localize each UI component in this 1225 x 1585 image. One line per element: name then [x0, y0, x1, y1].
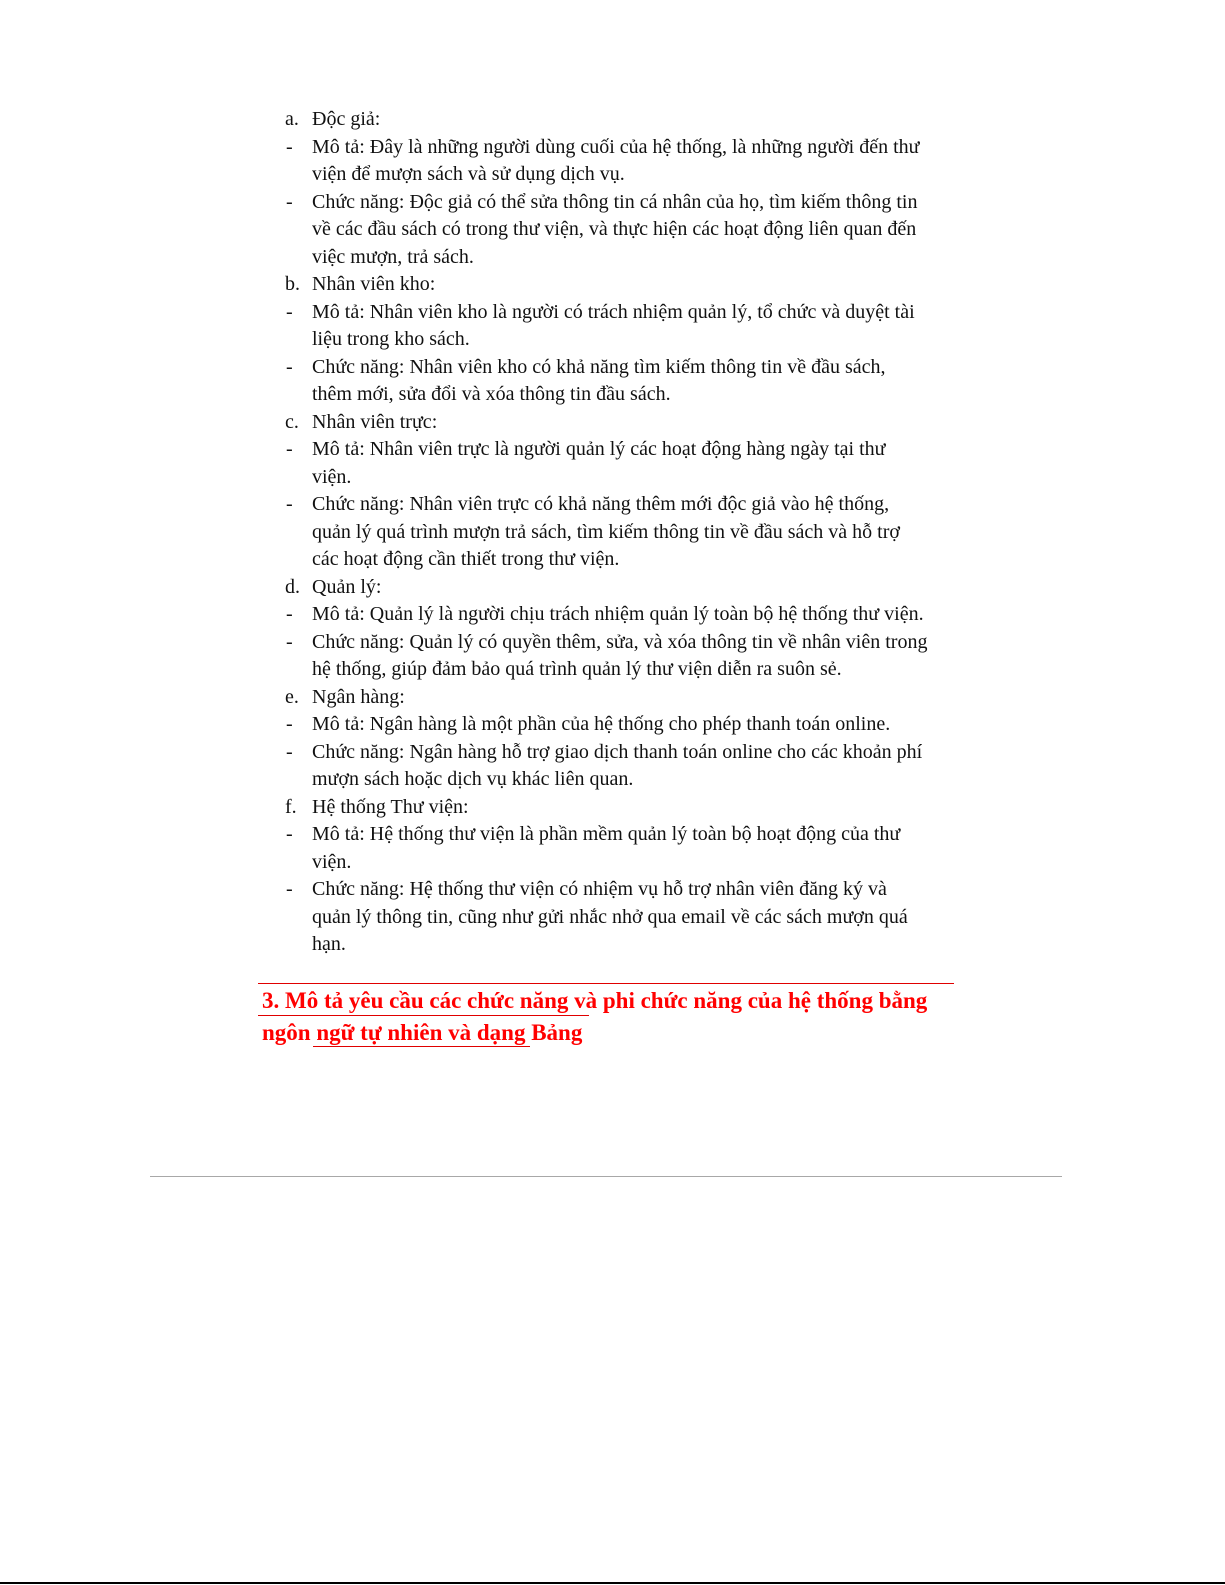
bullet-text-line: Mô tả: Ngân hàng là một phần của hệ thống cho phép thanh toán online.: [312, 713, 891, 735]
bullet-text-line: Mô tả: Nhân viên trực là người quản lý các hoạt động hàng ngày tại thư: [312, 438, 886, 460]
bullet-dash: -: [286, 823, 293, 845]
heading-underline-2: [313, 1046, 530, 1047]
bullet-text-line: liệu trong kho sách.: [312, 328, 470, 350]
bullet-dash: -: [286, 740, 293, 763]
section-heading-line-2: ngôn ngữ tự nhiên và dạng Bảng: [262, 1020, 583, 1045]
bullet-dash: -: [286, 135, 293, 158]
bullet-text-line: Chức năng: Hệ thống thư viện có nhiệm vụ hỗ trợ nhân viên đăng ký và: [312, 878, 887, 900]
bullet-dash: -: [286, 300, 293, 323]
section-title: Độc giả:: [312, 108, 381, 130]
section-marker: e.: [285, 685, 299, 708]
bullet-text-line: quản lý thông tin, cũng như gửi nhắc nhở qua email về các sách mượn quá: [312, 905, 908, 928]
bullet-dash: -: [286, 493, 293, 515]
bullet-text-line: Chức năng: Nhân viên trực có khả năng thêm mới độc giả vào hệ thống,: [312, 493, 890, 515]
bullet-text-line: viện để mượn sách và sử dụng dịch vụ.: [312, 163, 625, 185]
section-marker: b.: [285, 273, 300, 295]
bullet-text-line: Mô tả: Đây là những người dùng cuối của hệ thống, là những người đến thư: [312, 135, 920, 158]
bullet-text-line: Chức năng: Độc giả có thể sửa thông tin cá nhân của họ, tìm kiếm thông tin: [312, 190, 918, 213]
bullet-text-line: Chức năng: Nhân viên kho có khả năng tìm kiếm thông tin về đầu sách,: [312, 355, 886, 378]
section-title: Hệ thống Thư viện:: [312, 795, 469, 818]
bullet-text-line: viện.: [312, 850, 352, 873]
bullet-text-line: việc mượn, trả sách.: [312, 245, 474, 268]
bullet-dash: -: [286, 355, 293, 378]
bullet-text-line: Mô tả: Nhân viên kho là người có trách nhiệm quản lý, tổ chức và duyệt tài: [312, 300, 915, 323]
section-marker: d.: [285, 575, 300, 598]
bullet-dash: -: [286, 713, 293, 735]
bullet-text-line: Chức năng: Quản lý có quyền thêm, sửa, và xóa thông tin về nhân viên trong: [312, 630, 928, 653]
bullet-text-line: Mô tả: Quản lý là người chịu trách nhiệm quản lý toàn bộ hệ thống thư viện.: [312, 603, 924, 625]
bullet-text-line: thêm mới, sửa đổi và xóa thông tin đầu sách.: [312, 383, 671, 405]
section-heading-line-1: 3. Mô tả yêu cầu các chức năng và phi chức năng của hệ thống bằng: [262, 988, 928, 1013]
bullet-text-line: Chức năng: Ngân hàng hỗ trợ giao dịch thanh toán online cho các khoản phí: [312, 740, 923, 763]
section-title: Quản lý:: [312, 575, 382, 598]
bullet-text-line: quản lý quá trình mượn trả sách, tìm kiếm thông tin về đầu sách và hỗ trợ: [312, 520, 900, 543]
bullet-dash: -: [286, 603, 293, 625]
page-bottom-border: [0, 1582, 1225, 1584]
section-marker: f.: [285, 795, 297, 818]
section-marker: a.: [285, 108, 299, 130]
bullet-text-line: mượn sách hoặc dịch vụ khác liên quan.: [312, 768, 634, 790]
bullet-text-line: về các đầu sách có trong thư viện, và thực hiện các hoạt động liên quan đến: [312, 218, 917, 240]
section-title: Ngân hàng:: [312, 685, 405, 708]
section-title: Nhân viên kho:: [312, 273, 436, 295]
bullet-text-line: Mô tả: Hệ thống thư viện là phần mềm quản lý toàn bộ hoạt động của thư: [312, 823, 901, 845]
bullet-dash: -: [286, 190, 293, 213]
bullet-dash: -: [286, 878, 293, 900]
bullet-dash: -: [286, 438, 293, 460]
bullet-text-line: hạn.: [312, 933, 346, 955]
section-title: Nhân viên trực:: [312, 410, 438, 433]
bullet-text-line: hệ thống, giúp đảm bảo quá trình quản lý thư viện diễn ra suôn sẻ.: [312, 658, 842, 680]
section-marker: c.: [285, 410, 299, 433]
heading-underline-1: [258, 1015, 589, 1016]
page-separator: [150, 1176, 1062, 1177]
bullet-text-line: viện.: [312, 465, 352, 488]
bullet-text-line: các hoạt động cần thiết trong thư viện.: [312, 548, 620, 570]
heading-top-rule: [258, 983, 954, 984]
bullet-dash: -: [286, 630, 293, 653]
